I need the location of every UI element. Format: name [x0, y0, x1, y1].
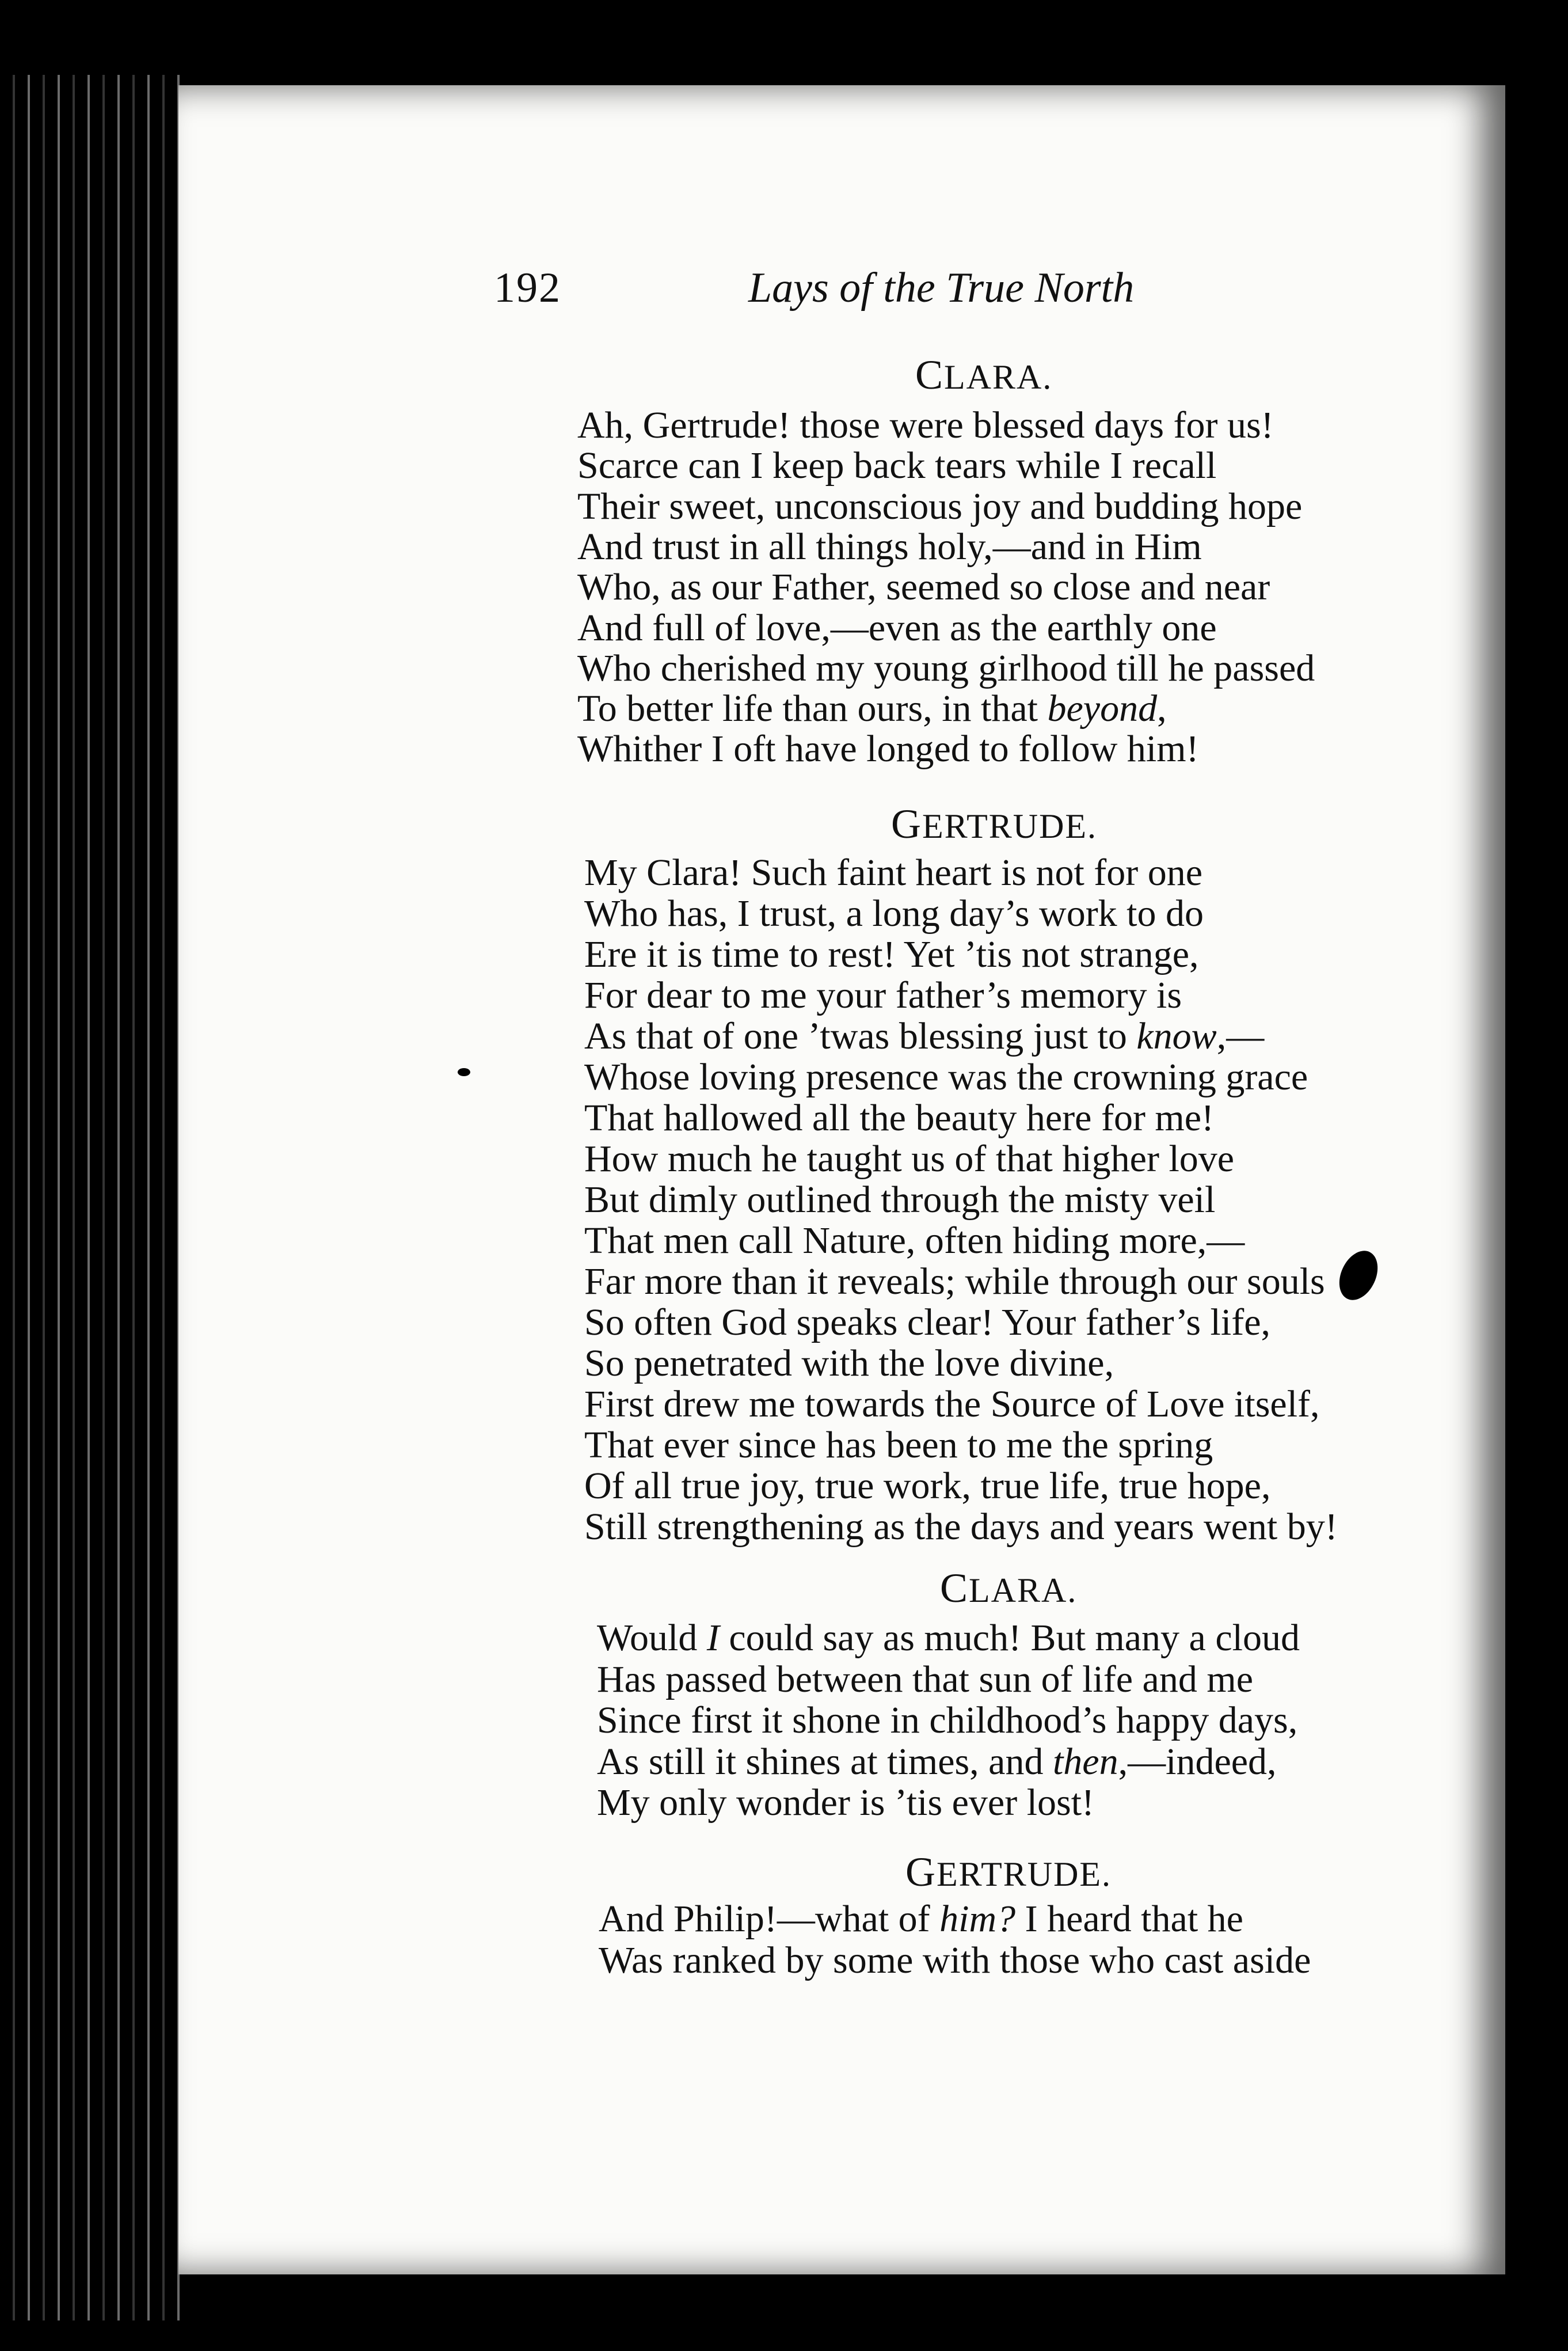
verse-line: Ah, Gertrude! those were blessed days for us! — [577, 404, 1274, 446]
page-number: 192 — [494, 264, 561, 312]
speaker-name: CLARA. — [940, 1565, 1078, 1611]
speaker-name: GERTRUDE. — [905, 1849, 1112, 1895]
verse-line: But dimly outlined through the misty veil — [584, 1179, 1216, 1221]
verse-line: How much he taught us of that higher love — [584, 1138, 1235, 1180]
verse-line: Their sweet, unconscious joy and budding hope — [577, 485, 1303, 527]
verse-line: That men call Nature, often hiding more,— — [584, 1220, 1245, 1262]
scanned-gutter-shadow — [0, 75, 190, 2320]
verse-line: And full of love,—even as the earthly one — [577, 606, 1217, 649]
speaker-name: CLARA. — [915, 352, 1053, 398]
verse-line: For dear to me your father’s memory is — [584, 974, 1182, 1016]
verse-line: Whose loving presence was the crowning grace — [584, 1056, 1308, 1098]
verse-line: First drew me towards the Source of Love itself, — [584, 1383, 1320, 1425]
verse-line: My Clara! Such faint heart is not for one — [584, 852, 1203, 894]
verse-line: So penetrated with the love divine, — [584, 1342, 1114, 1384]
verse-line: Ere it is time to rest! Yet ’tis not strange, — [584, 933, 1199, 975]
verse-line: Scarce can I keep back tears while I recall — [577, 445, 1217, 487]
verse-line: And trust in all things holy,—and in Him — [577, 525, 1202, 568]
speaker-name: GERTRUDE. — [891, 801, 1098, 847]
verse-line: Was ranked by some with those who cast aside — [599, 1939, 1311, 1981]
verse-line: Who cherished my young girlhood till he passed — [577, 647, 1315, 689]
verse-line: As that of one ’twas blessing just to know,— — [584, 1015, 1265, 1057]
ink-speck — [458, 1068, 470, 1076]
verse-line: So often God speaks clear! Your father’s life, — [584, 1301, 1270, 1343]
verse-line: Of all true joy, true work, true life, true hope, — [584, 1465, 1271, 1507]
verse-line: Has passed between that sun of life and me — [597, 1658, 1253, 1700]
running-title: Lays of the True North — [748, 264, 1135, 312]
verse-line: Far more than it reveals; while through our souls — [584, 1260, 1325, 1302]
verse-line: Since first it shone in childhood’s happy days, — [597, 1699, 1298, 1741]
verse-line: That ever since has been to me the spring — [584, 1424, 1213, 1466]
verse-line: Whither I oft have longed to follow him! — [577, 728, 1199, 770]
verse-line: My only wonder is ’tis ever lost! — [597, 1782, 1095, 1824]
page-header — [0, 264, 1568, 327]
verse-line: As still it shines at times, and then,—indeed, — [597, 1740, 1277, 1783]
verse-line: And Philip!—what of him? I heard that he — [599, 1898, 1243, 1940]
verse-line: Who has, I trust, a long day’s work to do — [584, 892, 1204, 935]
verse-line: Still strengthening as the days and years went by! — [584, 1506, 1338, 1548]
verse-line: Would I could say as much! But many a cloud — [597, 1617, 1300, 1659]
verse-line: To better life than ours, in that beyond, — [577, 688, 1167, 730]
verse-line: Who, as our Father, seemed so close and near — [577, 566, 1270, 609]
verse-line: That hallowed all the beauty here for me! — [584, 1097, 1215, 1139]
